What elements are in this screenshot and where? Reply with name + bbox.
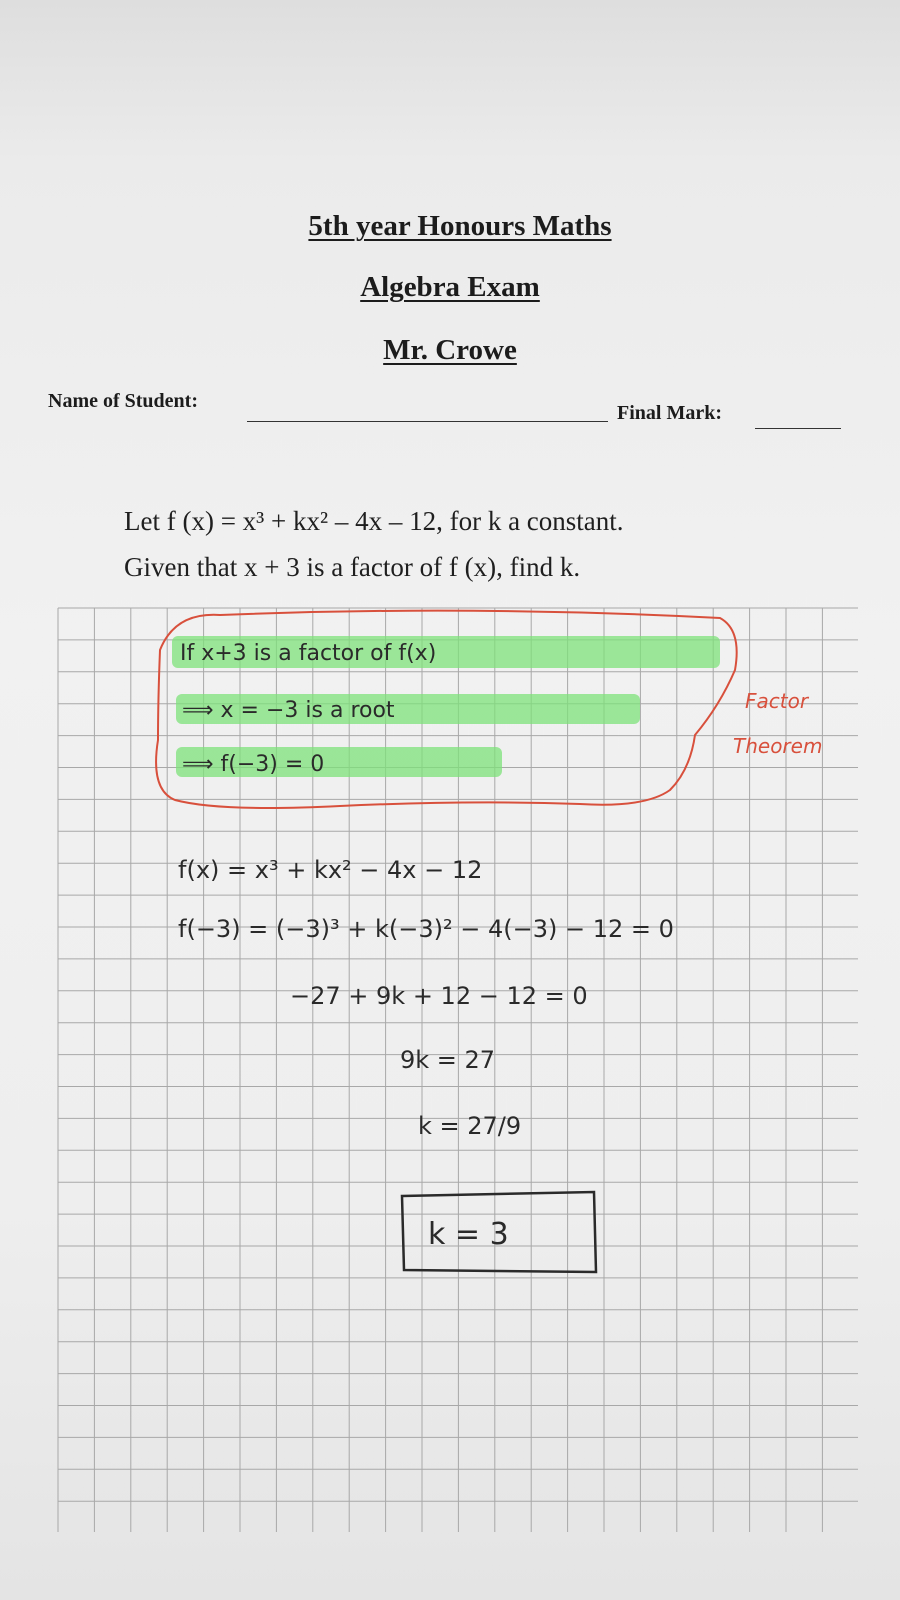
step-3: −27 + 9k + 12 − 12 = 0	[290, 982, 588, 1010]
course-title: 5th year Honours Maths	[308, 210, 612, 242]
question-line-2: Given that x + 3 is a factor of f (x), find k.	[124, 552, 581, 582]
exam-title: Algebra Exam	[360, 271, 540, 303]
step-1: f(x) = x³ + kx² − 4x − 12	[178, 856, 483, 884]
margin-note-line-2: Theorem	[733, 734, 823, 758]
reasoning-line-1: If x+3 is a factor of f(x)	[180, 641, 437, 666]
reasoning-line-2: ⟹ x = −3 is a root	[182, 698, 395, 723]
student-name-label: Name of Student:	[48, 390, 198, 412]
step-5: k = 27/9	[418, 1112, 522, 1140]
step-4: 9k = 27	[400, 1046, 496, 1074]
question-line-1: Let f (x) = x³ + kx² – 4x – 12, for k a constant.	[124, 506, 624, 536]
step-2: f(−3) = (−3)³ + k(−3)² − 4(−3) − 12 = 0	[178, 915, 674, 943]
answer-box	[402, 1192, 596, 1272]
reasoning-line-3: ⟹ f(−3) = 0	[182, 752, 325, 777]
final-mark-label: Final Mark:	[617, 402, 722, 424]
margin-note-line-1: Factor	[745, 689, 809, 713]
final-answer: k = 3	[428, 1217, 509, 1252]
teacher-name: Mr. Crowe	[383, 334, 517, 366]
